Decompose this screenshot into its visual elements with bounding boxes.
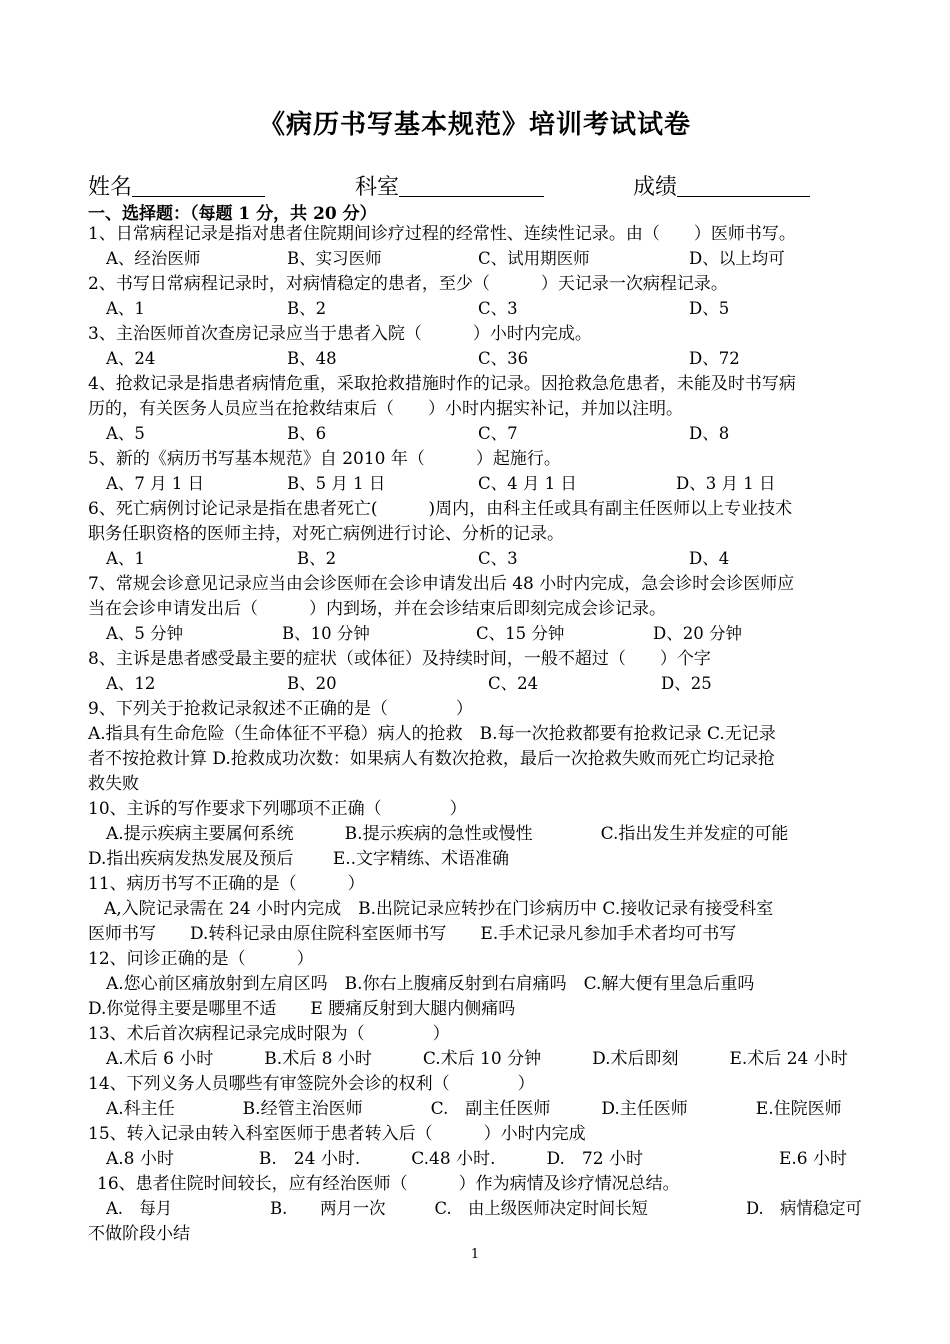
option-c: C、3 (478, 299, 518, 318)
option-a: A、24 (106, 349, 156, 368)
option-d: D、20 分钟 (653, 624, 742, 643)
option-d: D、3 月 1 日 (676, 474, 776, 493)
option-c: C、3 (478, 549, 518, 568)
score-label: 成绩 (633, 175, 678, 200)
option-a: A、1 (106, 299, 145, 318)
option-a: A、5 分钟 (106, 624, 184, 643)
dept-field (355, 170, 544, 201)
option-c: C、试用期医师 (478, 249, 590, 268)
option-c: C、15 分钟 (476, 624, 565, 643)
option-a: A、1 (106, 549, 145, 568)
option-d: D、8 (689, 424, 730, 443)
dept-label: 科室 (355, 175, 400, 200)
question-stem: 11、病历书写不正确的是（ ） (88, 874, 365, 894)
question-options-text: A. 每月 B. 两月一次 C. 由上级医师决定时间长短 D. 病情稳定可 (106, 1199, 862, 1219)
page-number: 1 (470, 1247, 480, 1262)
question-stem: 8、主诉是患者感受最主要的症状（或体征）及持续时间，一般不超过（ ）个字 (88, 649, 711, 669)
question-options-text: 救失败 (88, 774, 139, 794)
question-stem: 6、死亡病例讨论记录是指在患者死亡( )周内，由科主任或具有副主任医师以上专业技术 (88, 499, 793, 519)
option-c: C、7 (478, 424, 518, 443)
option-b: B、6 (287, 424, 327, 443)
question-stem-cont: 历的，有关医务人员应当在抢救结束后（ ）小时内据实补记，并加以注明。 (88, 399, 683, 419)
question-options-text: A.8 小时 B. 24 小时. C.48 小时. D. 72 小时 E.6 小时 (106, 1149, 847, 1169)
question-options-text: A.提示疾病主要属何系统 B.提示疾病的急性或慢性 C.指出发生并发症的可能 (106, 824, 789, 844)
name-field (88, 170, 265, 201)
question-options-text: 医师书写 D.转科记录由原住院科室医师书写 E.手术记录凡参加手术者均可书写 (88, 924, 737, 944)
question-options-text: D.指出疾病发热发展及预后 E..文字精练、术语准确 (88, 849, 510, 869)
option-b: B、2 (297, 549, 337, 568)
question-stem: 9、下列关于抢救记录叙述不正确的是（ ） (88, 699, 473, 719)
name-blank[interactable] (132, 174, 265, 197)
question-options-text: A,入院记录需在 24 小时内完成 B.出院记录应转抄在门诊病历中 C.接收记录有接受科室 (104, 899, 774, 919)
option-d: D、72 (689, 349, 740, 368)
option-d: D、5 (689, 299, 730, 318)
score-blank[interactable] (677, 174, 810, 197)
option-b: B、5 月 1 日 (287, 474, 386, 493)
question-options-text: 不做阶段小结 (88, 1224, 190, 1244)
question-options-text: 者不按抢救计算 D.抢救成功次数：如果病人有数次抢救，最后一次抢救失败而死亡均记录抢 (88, 749, 775, 769)
option-b: B、2 (287, 299, 327, 318)
option-a: A、12 (106, 674, 156, 693)
question-options-text: D.你觉得主要是哪里不适 E 腰痛反射到大腿内侧痛吗 (88, 999, 516, 1019)
question-stem: 10、主诉的写作要求下列哪项不正确（ ） (88, 799, 467, 819)
question-stem: 5、新的《病历书写基本规范》自 2010 年（ ）起施行。 (88, 449, 561, 469)
question-stem: 3、主治医师首次查房记录应当于患者入院（ ）小时内完成。 (88, 324, 592, 344)
dept-blank[interactable] (399, 174, 544, 197)
option-a: A、经治医师 (106, 249, 201, 268)
question-stem: 12、问诊正确的是（ ） (88, 949, 314, 969)
question-options-text: A.您心前区痛放射到左肩区吗 B.你右上腹痛反射到右肩痛吗 C.解大便有里急后重吗 (106, 974, 755, 994)
question-stem: 14、下列义务人员哪些有审签院外会诊的权利（ ） (88, 1074, 535, 1094)
option-c: C、4 月 1 日 (478, 474, 577, 493)
score-field (633, 170, 810, 201)
option-b: B、20 (287, 674, 337, 693)
question-stem-cont: 当在会诊申请发出后（ ）内到场，并在会诊结束后即刻完成会诊记录。 (88, 599, 666, 619)
option-b: B、实习医师 (287, 249, 382, 268)
option-c: C、24 (488, 674, 539, 693)
question-stem: 2、书写日常病程记录时，对病情稳定的患者，至少（ ）天记录一次病程记录。 (88, 274, 728, 294)
option-c: C、36 (478, 349, 529, 368)
option-d: D、以上均可 (689, 249, 785, 268)
question-stem: 7、常规会诊意见记录应当由会诊医师在会诊申请发出后 48 小时内完成，急会诊时会诊医师应 (88, 574, 795, 594)
question-stem: 15、转入记录由转入科室医师于患者转入后（ ）小时内完成 (88, 1124, 586, 1144)
question-options-text: A.科主任 B.经管主治医师 C. 副主任医师 D.主任医师 E.住院医师 (106, 1099, 842, 1119)
question-stem: 4、抢救记录是指患者病情危重，采取抢救措施时作的记录。因抢救急危患者，未能及时书写病 (88, 374, 796, 394)
question-options-text: A.指具有生命危险（生命体征不平稳）病人的抢救 B.每一次抢救都要有抢救记录 C.无记录 (88, 724, 776, 744)
option-b: B、48 (287, 349, 337, 368)
question-stem-cont: 职务任职资格的医师主持，对死亡病例进行讨论、分析的记录。 (88, 524, 564, 544)
question-options-text: A.术后 6 小时 B.术后 8 小时 C.术后 10 分钟 D.术后即刻 E.术后 24 小时 (106, 1049, 848, 1069)
question-stem: 13、术后首次病程记录完成时限为（ ） (88, 1024, 450, 1044)
question-stem: 1、日常病程记录是指对患者住院期间诊疗过程的经常性、连续性记录。由（ ）医师书写。 (88, 224, 796, 244)
option-d: D、25 (661, 674, 712, 693)
option-a: A、7 月 1 日 (106, 474, 205, 493)
name-label: 姓名 (88, 175, 133, 200)
option-d: D、4 (689, 549, 730, 568)
document-title: 《病历书写基本规范》培训考试试卷 (258, 110, 691, 140)
question-stem: 16、患者住院时间较长，应有经治医师（ ）作为病情及诊疗情况总结。 (97, 1174, 680, 1194)
option-b: B、10 分钟 (282, 624, 370, 643)
option-a: A、5 (106, 424, 145, 443)
section-heading: 一、选择题：（每题 1 分，共 20 分） (88, 204, 377, 224)
